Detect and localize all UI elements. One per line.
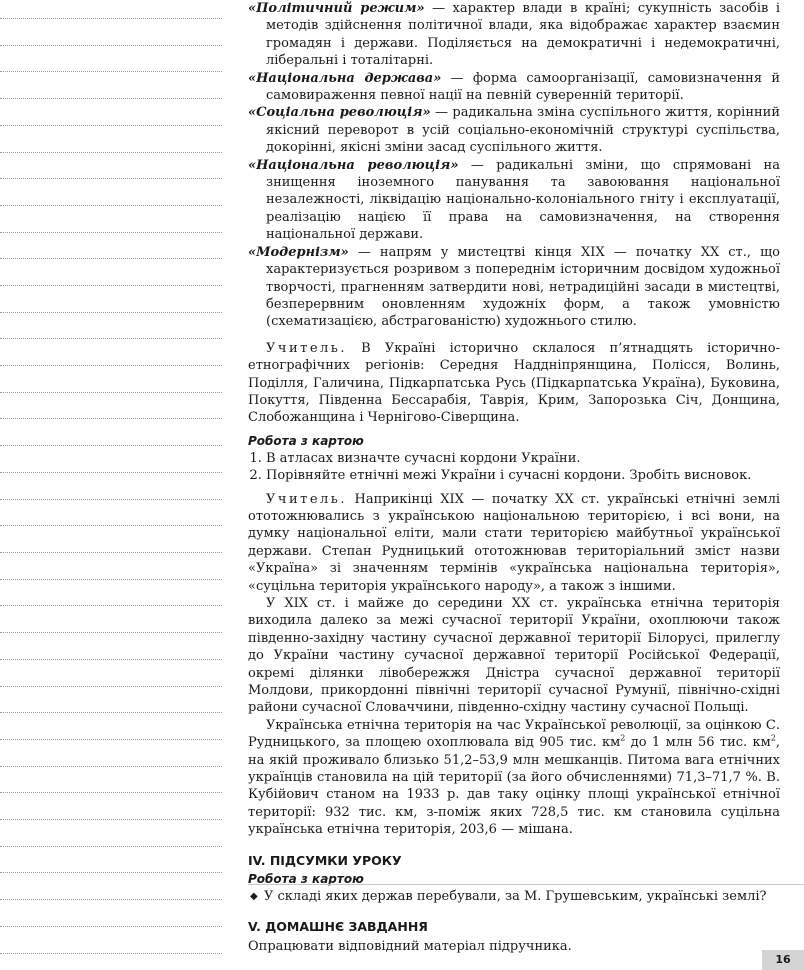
note-line — [0, 605, 222, 606]
teacher-paragraph — [248, 491, 780, 595]
note-line — [0, 152, 222, 153]
note-line — [0, 632, 222, 633]
teacher-paragraph — [248, 340, 780, 427]
note-line — [0, 712, 222, 713]
note-line — [0, 445, 222, 446]
superscript: 2 — [770, 733, 776, 743]
divider — [248, 884, 804, 885]
page-content — [248, 0, 780, 956]
glossary-entry — [248, 157, 780, 244]
note-line — [0, 472, 222, 473]
note-line — [0, 499, 222, 500]
question-item — [248, 888, 780, 905]
note-line — [0, 686, 222, 687]
map-work-heading: Робота з картою — [248, 871, 364, 886]
glossary-term: «Політичний режим» — [248, 1, 425, 16]
note-line — [0, 846, 222, 847]
paragraph-text: , на якій проживало близько 51,2–53,9 млн мешканців. Питома вага етнічних українців становила на цій території (за його обчисленнями) 71,3–71,7 %. В. Кубійович станом на 1933 р. дав таку оцінку площі української етнічної території: 932 тис. км, з-поміж яких 728,5 тис. км становила суцільна українська етнічна територія, 203,6 — мішана. — [248, 735, 780, 838]
homework-text: Опрацювати відповідний матеріал підручника. — [248, 939, 572, 955]
glossary-definition: — радикальна зміна суспільного життя, корінний якісний переворот в усій соціально-економічній структурі суспільства, докорінні, якісні зміни засад суспільного життя. — [266, 105, 780, 156]
question-text: У складі яких держав перебували, за М. Грушевським, українські землі? — [264, 888, 767, 904]
teacher-label: Учитель. — [266, 340, 348, 356]
note-line — [0, 872, 222, 873]
glossary-definition: — характер влади в країні; сукупність засобів і методів здійснення політичної влади, яка відображає характер взаємин громадян і держави. Поділяється на демократичні і недемократичні, ліберальні і тоталітарні. — [266, 1, 780, 69]
note-line — [0, 232, 222, 233]
section-heading: V. ДОМАШНЄ ЗАВДАННЯ — [248, 919, 428, 935]
task-list — [248, 450, 780, 485]
section-heading: IV. ПІДСУМКИ УРОКУ — [248, 852, 402, 868]
paragraph-text: Наприкінці XIX — початку XX ст. українські етнічні землі ототожнювались з українською національною територією, і всі вони, на думку національної еліти, мали стати територією майбутньої української держави. Степан Рудницький ототожнював територіальний зміст назви «Україна» зі значенням термінів «українська національна територія», «суцільна територія українського народу», а також з іншими. — [248, 491, 780, 594]
note-line — [0, 525, 222, 526]
glossary-definition: — радикальні зміни, що спрямовані на знищення іноземного панування та завоювання національної незалежності, ліквідацію національно-колоніального гніту і експлуатації, реалізацію нацією її права на самовизначення, на створення національної держави. — [266, 157, 780, 243]
note-line — [0, 766, 222, 767]
diamond-bullet-icon: ◆ — [250, 890, 258, 902]
note-line — [0, 178, 222, 179]
paragraph: У XIX ст. і майже до середини XX ст. українська етнічна територія виходила далеко за межі сучасної території України, охоплюючи також південно-західну частину сучасної державної території Білорусі, прилеглу до України частину сучасної державної території Російської Федерації, окремі ділянки лівобережжя Дністра сучасної державної території Молдови, прикордонні північні території сучасної Румунії, північно-східні райони сучасної Словаччини, південно-східну частину сучасної Польщі. — [248, 596, 780, 716]
note-line — [0, 18, 222, 19]
glossary-definition: — напрям у мистецтві кінця XIX — початку XX ст., що характеризується розривом з попереднім історичним досвідом художньої творчості, прагненням затвердити нові, нетрадиційні засади в мистецтві, безперервним оновленням художніх форм, а також умовністю (схематизацією, абстрагованістю) художнього стилю. — [266, 244, 780, 330]
note-line — [0, 819, 222, 820]
task-item: 1. В атласах визначте сучасні кордони України. — [266, 450, 780, 467]
glossary-term: «Соціальна революція» — [248, 105, 431, 121]
notes-margin — [0, 0, 222, 970]
note-line — [0, 659, 222, 660]
note-line — [0, 552, 222, 553]
glossary-entry — [248, 104, 780, 156]
glossary-definition: — форма самоорганізації, самовизначення й самовираження певної нації на певній суверенній території. — [266, 70, 780, 104]
paragraph — [248, 717, 780, 839]
page-number: 16 — [762, 950, 804, 970]
note-line — [0, 365, 222, 366]
map-work-heading: Робота з картою — [248, 433, 364, 448]
note-line — [0, 338, 222, 339]
note-line — [0, 98, 222, 99]
glossary-entry — [248, 0, 780, 70]
note-line — [0, 899, 222, 900]
note-line — [0, 205, 222, 206]
note-line — [0, 739, 222, 740]
note-line — [0, 792, 222, 793]
note-line — [0, 285, 222, 286]
note-line — [0, 312, 222, 313]
note-line — [0, 258, 222, 259]
question-list — [248, 888, 780, 905]
note-line — [0, 125, 222, 126]
glossary-entry — [248, 244, 780, 331]
note-line — [0, 579, 222, 580]
glossary-entry — [248, 70, 780, 105]
glossary — [248, 0, 780, 331]
glossary-term: «Національна революція» — [248, 157, 459, 173]
note-line — [0, 953, 222, 954]
note-line — [0, 926, 222, 927]
superscript: 2 — [620, 733, 626, 743]
glossary-term: «Національна держава» — [248, 70, 442, 86]
note-line — [0, 418, 222, 419]
teacher-label: Учитель. — [266, 491, 348, 507]
glossary-term: «Модернізм» — [248, 244, 349, 260]
paragraph-text: Українська етнічна територія на час Української революції, за оцінкою С. Рудницького, за площею охоплювала від 905 тис. км — [248, 717, 780, 751]
note-line — [0, 71, 222, 72]
note-line — [0, 392, 222, 393]
paragraph-text: до 1 млн 56 тис. км — [625, 735, 771, 751]
task-item: 2. Порівняйте етнічні межі України і сучасні кордони. Зробіть висновок. — [266, 467, 780, 484]
paragraph-text: В Україні історично склалося п’ятнадцять історично-етнографічних регіонів: Середня Наддніпрянщина, Полісся, Волинь, Поділля, Галичина, Підкарпатська Русь (Підкарпатська Україна), Буковина, Покуття, Південна Бессарабія, Таврія, Крим, Запорозька Січ, Донщина, Слобожанщина і Чернігово-Сіверщина. — [248, 340, 780, 426]
note-line — [0, 45, 222, 46]
